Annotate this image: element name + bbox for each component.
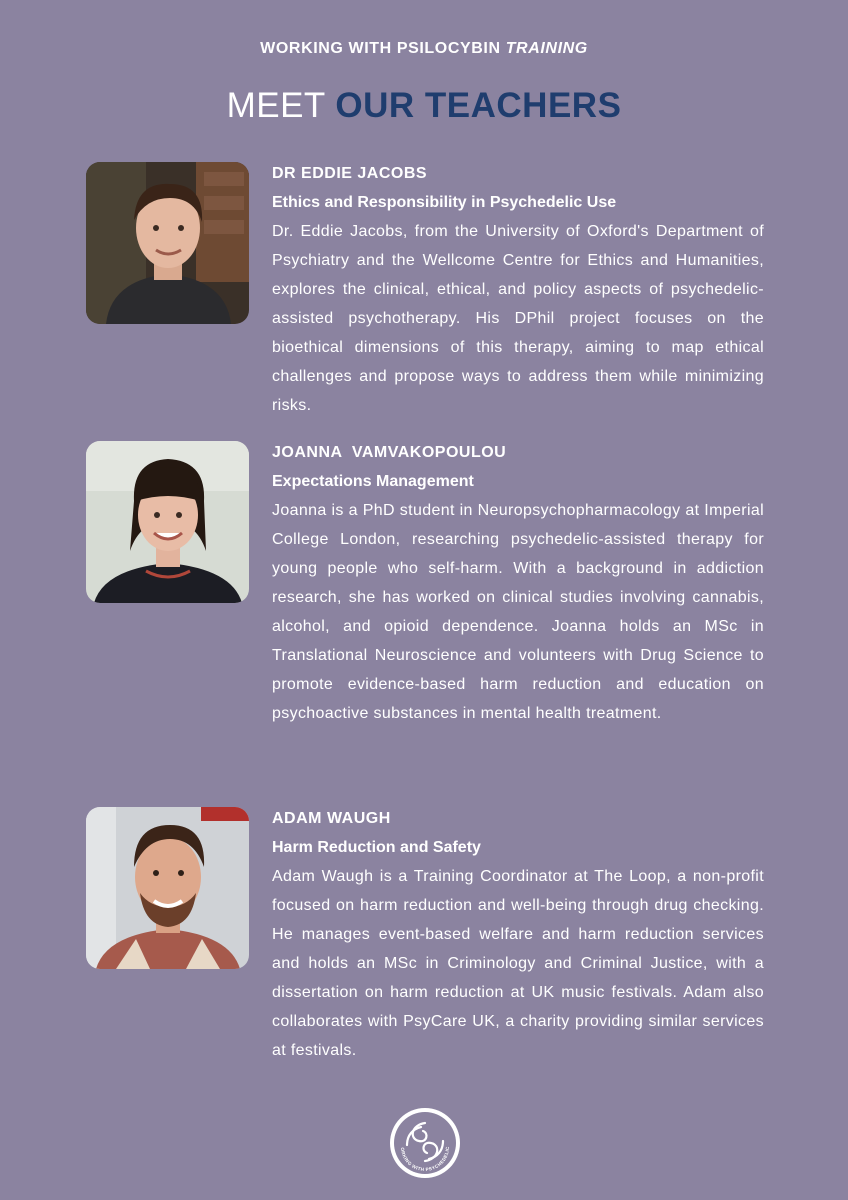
spiral-logo-icon [389, 1107, 461, 1179]
teacher-text-adam-waugh [272, 804, 764, 1065]
title-accent: OUR TEACHERS [335, 86, 622, 125]
teacher-bio: Dr. Eddie Jacobs, from the University of Oxford's Department of Psychiatry and the Wellcome Centre for Ethics and Humanities, explores the clinical, ethical, and policy aspects of psychedelic-assisted psychotherapy. His DPhil project focuses on the bioethical dimensions of this therapy, aiming to map ethical challenges and propose ways to address them while minimizing risks. [272, 223, 764, 414]
logo-text: ORKING WITH PSYCHEDELIC [399, 1146, 451, 1173]
teacher-name: DR EDDIE JACOBS [272, 165, 428, 182]
portrait-placeholder-icon [86, 162, 249, 324]
teacher-name: JOANNA VAMVAKOPOULOU [272, 444, 507, 461]
kicker-italic: TRAINING [505, 40, 588, 57]
teacher-photo-eddie-jacobs [86, 162, 249, 324]
page-title [0, 86, 848, 126]
portrait-placeholder-icon [86, 807, 249, 969]
title-light: MEET [226, 86, 326, 125]
portrait-placeholder-icon [86, 441, 249, 603]
training-kicker [0, 40, 848, 58]
teacher-subject: Expectations Management [272, 473, 474, 490]
teacher-photo-joanna-vamvakopoulou [86, 441, 249, 603]
teacher-subject: Harm Reduction and Safety [272, 839, 481, 856]
teacher-subject: Ethics and Responsibility in Psychedelic Use [272, 194, 617, 211]
teacher-name: ADAM WAUGH [272, 810, 391, 827]
teacher-bio: Adam Waugh is a Training Coordinator at The Loop, a non-profit focused on harm reduction and well-being through drug checking. He manages event-based welfare and harm reduction services and holds an MSc in Criminology and Criminal Justice, with a dissertation on harm reduction at UK music festivals. Adam also collaborates with PsyCare UK, a charity providing similar services at festivals. [272, 868, 764, 1059]
teacher-photo-adam-waugh [86, 807, 249, 969]
kicker-main: WORKING WITH PSILOCYBIN [260, 40, 501, 57]
teacher-text-joanna-vamvakopoulou [272, 438, 764, 728]
organization-logo [389, 1107, 461, 1179]
teacher-text-eddie-jacobs [272, 159, 764, 420]
teacher-bio: Joanna is a PhD student in Neuropsychopharmacology at Imperial College London, researching psychedelic-assisted therapy for young people who self-harm. With a background in addiction research, she has worked on clinical studies involving cannabis, alcohol, and opioid dependence. Joanna holds an MSc in Translational Neuroscience and volunteers with Drug Science to promote evidence-based harm reduction and education on psychoactive substances in mental health treatment. [272, 502, 764, 722]
